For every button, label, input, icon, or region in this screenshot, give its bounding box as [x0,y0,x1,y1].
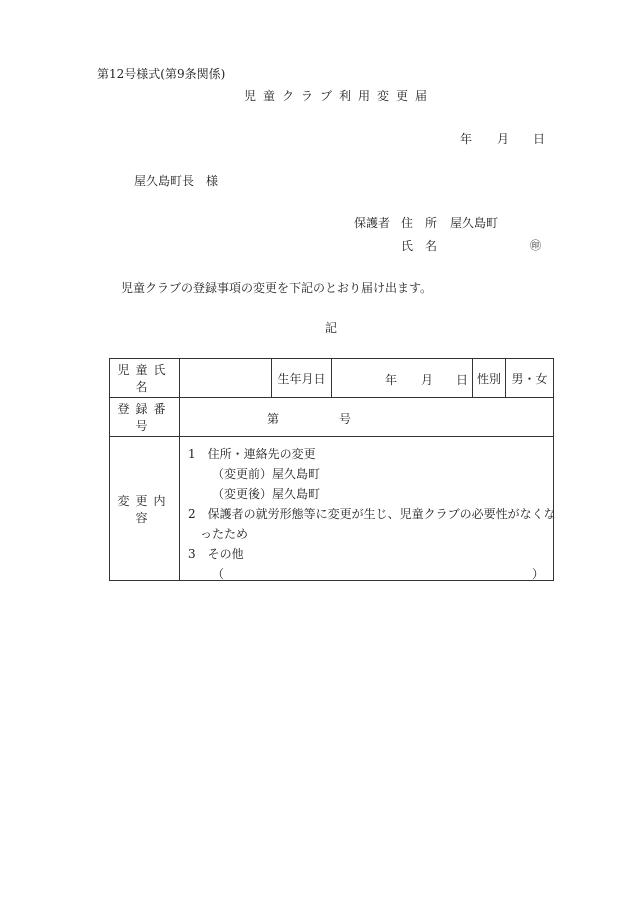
form-number: 第12号様式(第9条関係) [97,67,226,81]
seal-mark: ㊞ [530,239,541,252]
change-after: （変更後）屋久島町 [212,487,321,501]
change-item-2: 2 保護者の就労形態等に変更が生じ、児童クラブの必要性がなくな [188,507,556,521]
change-before: （変更前）屋久島町 [212,467,321,481]
date-day: 日 [533,132,546,146]
intro-text: 児童クラブの登録事項の変更を下記のとおり届け出ます。 [121,281,433,295]
guardian-label: 保護者 [354,216,391,230]
table-row [110,359,554,398]
name-label: 氏 名 [401,239,438,253]
addressee: 屋久島町長 様 [134,174,219,188]
birthdate-field[interactable] [332,359,473,398]
child-name-label: 児童氏名 [110,359,180,398]
child-name-field[interactable] [180,359,272,398]
date-month: 月 [497,132,510,146]
gender-value[interactable]: 男・女 [506,359,554,398]
ki-heading: 記 [325,321,338,335]
table-row [110,437,554,581]
birth-day: 日 [456,373,469,387]
document-title: 児童クラブ利用変更届 [244,89,435,103]
change-item-3: 3 その他 [188,547,244,561]
registration-field[interactable] [180,398,554,437]
address-value: 屋久島町 [450,216,499,230]
other-paren-close: ） [532,567,545,581]
change-form-table [109,358,554,581]
date-year: 年 [460,132,473,146]
registration-prefix: 第 [267,412,280,426]
birth-month: 月 [421,373,434,387]
table-row [110,398,554,437]
gender-label: 性別 [473,359,506,398]
change-item-1: 1 住所・連絡先の変更 [188,447,316,461]
other-paren-open: （ [212,567,225,581]
address-label: 住 所 [401,216,438,230]
change-content[interactable] [180,437,554,581]
registration-label: 登録番号 [110,398,180,437]
birthdate-label: 生年月日 [272,359,332,398]
change-item-2-cont: ったため [200,527,249,541]
registration-suffix: 号 [339,412,352,426]
change-label: 変更内容 [110,437,180,581]
birth-year: 年 [385,373,398,387]
